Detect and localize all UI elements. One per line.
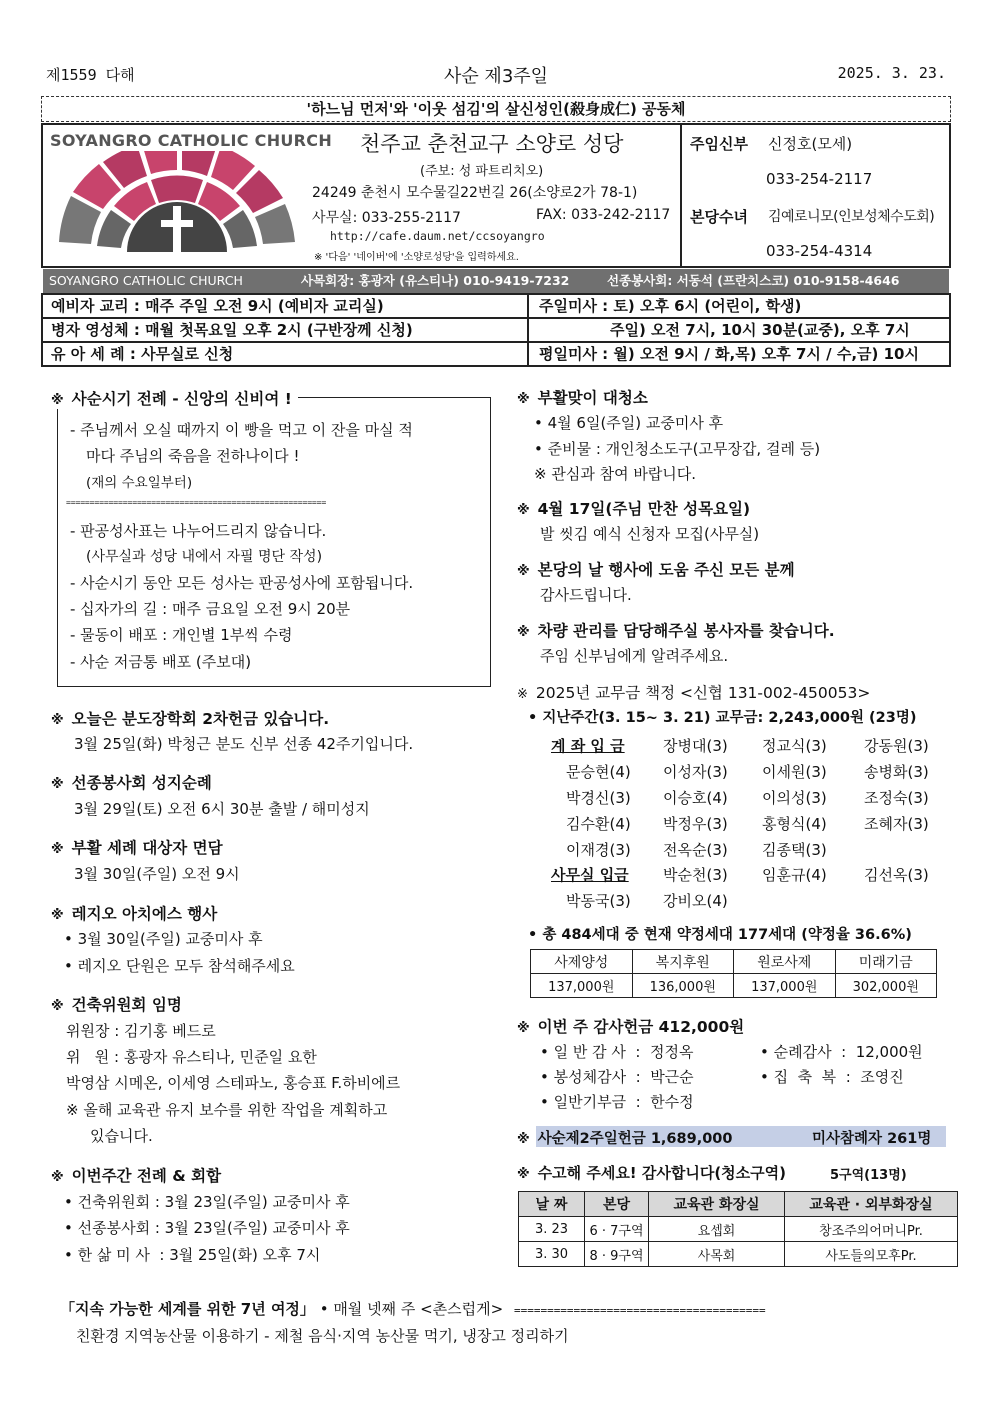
dues-name: 임훈규(4): [762, 866, 827, 884]
fund-header: 미래기금: [835, 950, 937, 974]
note-mark: ※: [51, 777, 64, 792]
cleaning-heading: [517, 1162, 786, 1183]
notice-title: 부활맞이 대청소: [537, 389, 648, 407]
dues-name: 김수환(4): [566, 815, 631, 833]
dues-last-week: • 지난주간(3. 15~ 3. 21) 교무금: 2,243,000원 (23명): [528, 710, 917, 726]
notice-line: ※ 올해 교육관 유지 보수를 위한 작업을 계획하고: [66, 1101, 388, 1119]
footer-line: 친환경 지역농산물 이용하기 - 제철 음식·지역 농산물 먹기, 냉장고 정리하기: [76, 1327, 569, 1345]
sunday-mass-sat: 주일미사 : 토) 오후 6시 (어린이, 학생): [539, 297, 802, 315]
cafe-note: ※ '다음' '네이버'에 '소양로성당'을 입력하세요.: [314, 252, 519, 263]
dues-name: 장병대(3): [663, 737, 728, 755]
logo-text: SOYANGRO CATHOLIC CHURCH: [50, 131, 333, 150]
notice-line: 3월 30일(주일) 오전 9시: [74, 865, 240, 883]
note-mark: ※: [51, 842, 64, 857]
priest-label: 주임신부: [690, 135, 748, 153]
households-info: • 총 484세대 중 현재 약정세대 177세대 (약정율 36.6%): [528, 927, 912, 943]
notice-heading: [517, 497, 750, 519]
dues-name: 박경신(3): [566, 789, 631, 807]
notice-line: ※ 관심과 참여 바랍니다.: [534, 465, 697, 483]
cleaning-title: 수고해 주세요! 감사합니다(청소구역): [537, 1164, 786, 1182]
notice-line: 위 원 : 홍광자 유스티나, 민준일 요한: [66, 1048, 317, 1066]
dues-name: 정교식(3): [762, 737, 827, 755]
note-mark: ※: [517, 625, 530, 640]
notice-title: 레지오 아치에스 행사: [71, 905, 218, 923]
cleaning-header: 본당: [585, 1192, 649, 1217]
lent-line: - 주님께서 오실 때까지 이 빵을 먹고 이 잔을 마실 적: [70, 421, 413, 439]
dues-name: 강동원(3): [864, 737, 929, 755]
notice-title: 본당의 날 행사에 도움 주신 모든 분께: [537, 561, 795, 579]
fund-header: 복지후원: [632, 950, 734, 974]
cleaning-table: [518, 1191, 958, 1267]
offering-line: • 일 반 감 사 : 정정옥: [540, 1043, 694, 1061]
dues-title: 2025년 교무금 책정 <신협 131-002-450053>: [535, 684, 871, 702]
cleaning-sub: 5구역(13명): [830, 1168, 907, 1183]
notice-title: 4월 17일(주님 만찬 성목요일): [537, 500, 751, 518]
notice-title: 선종봉사회 성지순례: [71, 774, 212, 792]
mass-attendance: 미사참례자 261명: [812, 1131, 932, 1147]
fund-value: 136,000원: [632, 974, 734, 998]
note-mark: ※: [51, 713, 64, 728]
dues-name: 송병화(3): [864, 763, 929, 781]
collection-row: [517, 1127, 732, 1148]
cleaning-cell: 8 · 9구역: [585, 1242, 649, 1267]
note-mark: ※: [517, 1021, 530, 1036]
notice-line: 감사드립니다.: [540, 586, 632, 604]
notice-heading: [51, 771, 212, 793]
notice-line: 주임 신부님에게 알려주세요.: [540, 647, 729, 665]
note-mark: ※: [517, 392, 530, 407]
lent-line: (사무실과 성당 내에서 자필 명단 작성): [86, 549, 323, 565]
lent-heading: [51, 387, 298, 409]
notice-line: 위원장 : 김기홍 베드로: [66, 1022, 216, 1040]
priest-phone: 033-254-2117: [766, 170, 873, 188]
dues-name: 조혜자(3): [864, 815, 929, 833]
notice-title: 부활 세례 대상자 면담: [71, 839, 223, 857]
notice-line: • 4월 6일(주일) 교중미사 후: [534, 414, 724, 432]
notice-line: • 3월 30일(주일) 교중미사 후: [64, 930, 263, 948]
footer-title-rest: • 매월 넷째 주 <촌스럽게>: [319, 1300, 504, 1318]
office-phone: 사무실: 033-255-2117: [312, 210, 461, 226]
note-mark: ※: [517, 1132, 530, 1147]
priest-name: 신정호(모세): [768, 135, 853, 153]
notice-heading: [51, 707, 329, 729]
lent-title: 사순시기 전례 - 신앙의 신비여 !: [71, 390, 292, 408]
row-divider: [527, 295, 529, 317]
info-row: [41, 319, 951, 343]
footer-title: 「지속 가능한 세계를 위한 7년 여정」: [60, 1300, 315, 1318]
dues-name: 박순천(3): [663, 866, 728, 884]
fax-number: FAX: 033-242-2117: [536, 207, 671, 223]
notice-line: 발 씻김 예식 신청자 모집(사무실): [540, 525, 760, 543]
notice-title: 이번주간 전례 & 회합: [71, 1167, 222, 1185]
info-row: [41, 293, 951, 319]
church-address: 24249 춘천시 모수물길22번길 26(소양로2가 78-1): [312, 185, 638, 201]
motto-banner: '하느님 먼저'와 '이웃 섬김'의 살신성인(殺身成仁) 공동체: [41, 96, 951, 122]
notice-title: 오늘은 분도장학회 2차헌금 있습니다.: [71, 710, 330, 728]
cleaning-cell: 3. 23: [519, 1217, 585, 1242]
sick-communion-info: 병자 영성체 : 매월 첫목요일 오후 2시 (구반장께 신청): [51, 321, 413, 339]
lent-line: - 사순 저금통 배포 (주보대): [70, 653, 252, 671]
notice-heading: [51, 1164, 221, 1186]
notice-line: • 레지오 단원은 모두 참석해주세요: [64, 957, 295, 975]
contact-bar: [43, 269, 949, 293]
lent-line: - 사순시기 동안 모든 성사는 판공성사에 포함됩니다.: [70, 574, 414, 592]
evangel-contact: 선종봉사회: 서동석 (프란치스코) 010-9158-4646: [607, 273, 900, 288]
infant-baptism-info: 유 아 세 례 : 사무실로 신청: [51, 345, 234, 363]
dues-name: 조정숙(3): [864, 789, 929, 807]
dues-name: 이성자(3): [663, 763, 728, 781]
lent-line: 마다 주님의 죽음을 전하나이다 !: [86, 447, 300, 465]
nun-name: 김예로니모(인보성체수도회): [768, 209, 935, 225]
bulletin-date: 2025. 3. 23.: [837, 64, 946, 82]
cleaning-header: 교육관 · 외부화장실: [785, 1192, 958, 1217]
fund-value: 137,000원: [734, 974, 836, 998]
note-mark: ※: [51, 999, 64, 1014]
church-name: 천주교 춘천교구 소양로 성당: [360, 132, 624, 156]
notice-title: 차량 관리를 담당해주실 봉사자를 찾습니다.: [537, 622, 835, 640]
catechumen-info: 예비자 교리 : 매주 주일 오전 9시 (예비자 교리실): [51, 297, 384, 315]
bar-church-name: SOYANGRO CATHOLIC CHURCH: [49, 273, 243, 288]
nun-phone: 033-254-4314: [766, 242, 873, 260]
offering-line: • 순례감사 : 12,000원: [760, 1043, 923, 1061]
church-logo-icon: [52, 151, 302, 263]
offering-title: 이번 주 감사헌금 412,000원: [537, 1018, 745, 1036]
note-mark: ※: [51, 1170, 64, 1185]
notice-heading: [51, 993, 182, 1015]
notice-heading: [517, 558, 795, 580]
note-mark: ※: [517, 1167, 530, 1182]
issue-number: 제1559 다해: [46, 66, 135, 84]
lent-line: - 물동이 배포 : 개인별 1부씩 수령: [70, 626, 293, 644]
dues-name: 박정우(3): [663, 815, 728, 833]
nun-label: 본당수녀: [690, 208, 748, 226]
dues-name: 박동국(3): [566, 892, 631, 910]
note-mark: ※: [517, 687, 528, 702]
dues-heading: [517, 681, 870, 703]
cleaning-cell: 사목회: [649, 1242, 785, 1267]
fund-value: 302,000원: [835, 974, 937, 998]
fund-header: 사제양성: [531, 950, 633, 974]
notice-line: • 한 삶 미 사 : 3월 25일(화) 오후 7시: [64, 1246, 321, 1264]
notice-line: • 준비물 : 개인청소도구(고무장갑, 걸레 등): [534, 440, 821, 458]
patron-saint: (주보: 성 파트리치오): [420, 164, 544, 179]
lent-divider: =======================================================: [66, 497, 327, 507]
dues-name: 이승호(4): [663, 789, 728, 807]
row-divider: [527, 343, 529, 365]
lent-line: (재의 수요일부터): [86, 475, 193, 491]
notice-line: 3월 25일(화) 박청근 분도 신부 선종 42주기입니다.: [74, 735, 414, 753]
footer-equals: ======================================: [513, 1304, 766, 1317]
lent-line: - 판공성사표는 나누어드리지 않습니다.: [70, 522, 327, 540]
dues-name: 이재경(3): [566, 841, 631, 859]
weekday-mass: 평일미사 : 월) 오전 9시 / 화,목) 오후 7시 / 수,금) 10시: [539, 345, 919, 363]
notice-line: 있습니다.: [90, 1127, 153, 1145]
lent-line: - 십자가의 길 : 매주 금요일 오전 9시 20분: [70, 600, 351, 618]
cleaning-cell: 3. 30: [519, 1242, 585, 1267]
notice-heading: [517, 619, 835, 641]
notice-line: • 선종봉사회 : 3월 23일(주일) 교중미사 후: [64, 1219, 350, 1237]
collection-amount: 사순제2주일헌금 1,689,000: [537, 1131, 733, 1147]
notice-line: 박영삼 시메온, 이세영 스테파노, 홍승표 F.하비에르: [66, 1074, 401, 1092]
sunday-mass-sun: 주일) 오전 7시, 10시 30분(교중), 오후 7시: [610, 321, 910, 339]
notice-title: 건축위원회 임명: [71, 996, 182, 1014]
offering-line: • 집 축 복 : 조영진: [760, 1068, 904, 1086]
cleaning-cell: 사도들의모후Pr.: [785, 1242, 958, 1267]
fund-table: [530, 949, 937, 998]
footer-heading: [60, 1298, 766, 1319]
note-mark: ※: [51, 393, 64, 408]
cleaning-cell: 요셉회: [649, 1217, 785, 1242]
offering-heading: [517, 1015, 744, 1037]
dues-name: 홍형식(4): [762, 815, 827, 833]
fund-value: 137,000원: [531, 974, 633, 998]
notice-heading: [517, 386, 648, 408]
dues-name: 김선옥(3): [864, 866, 929, 884]
dues-name: 강비오(4): [663, 892, 728, 910]
office-deposit-label: 사무실 입금: [551, 866, 629, 884]
notice-heading: [51, 836, 223, 858]
note-mark: ※: [517, 564, 530, 579]
offering-line: • 봉성체감사 : 박근순: [540, 1068, 694, 1086]
cleaning-header: 날 짜: [519, 1192, 585, 1217]
row-divider: [527, 319, 529, 341]
dues-name: 김종택(3): [762, 841, 827, 859]
cleaning-cell: 6 · 7구역: [585, 1217, 649, 1242]
parish-president: 사목회장: 홍광자 (유스티나) 010-9419-7232: [301, 273, 570, 288]
bulletin-title: 사순 제3주일: [443, 66, 549, 87]
dues-name: 이세원(3): [762, 763, 827, 781]
note-mark: ※: [517, 503, 530, 518]
notice-line: 3월 29일(토) 오전 6시 30분 출발 / 해미성지: [74, 800, 370, 818]
dues-name: 전옥순(3): [663, 841, 728, 859]
cafe-link[interactable]: http://cafe.daum.net/ccsoyangro: [330, 229, 545, 243]
cleaning-cell: 창조주의어머니Pr.: [785, 1217, 958, 1242]
notice-heading: [51, 902, 217, 924]
offering-line: • 일반기부금 : 한수정: [540, 1093, 694, 1111]
vertical-divider: [680, 124, 682, 267]
info-row: [41, 343, 951, 367]
account-deposit-label: 계 좌 입 금: [551, 737, 625, 755]
note-mark: ※: [51, 908, 64, 923]
fund-header: 원로사제: [734, 950, 836, 974]
dues-name: 문승현(4): [566, 763, 631, 781]
cleaning-header: 교육관 화장실: [649, 1192, 785, 1217]
notice-line: • 건축위원회 : 3월 23일(주일) 교중미사 후: [64, 1193, 350, 1211]
dues-name: 이의성(3): [762, 789, 827, 807]
